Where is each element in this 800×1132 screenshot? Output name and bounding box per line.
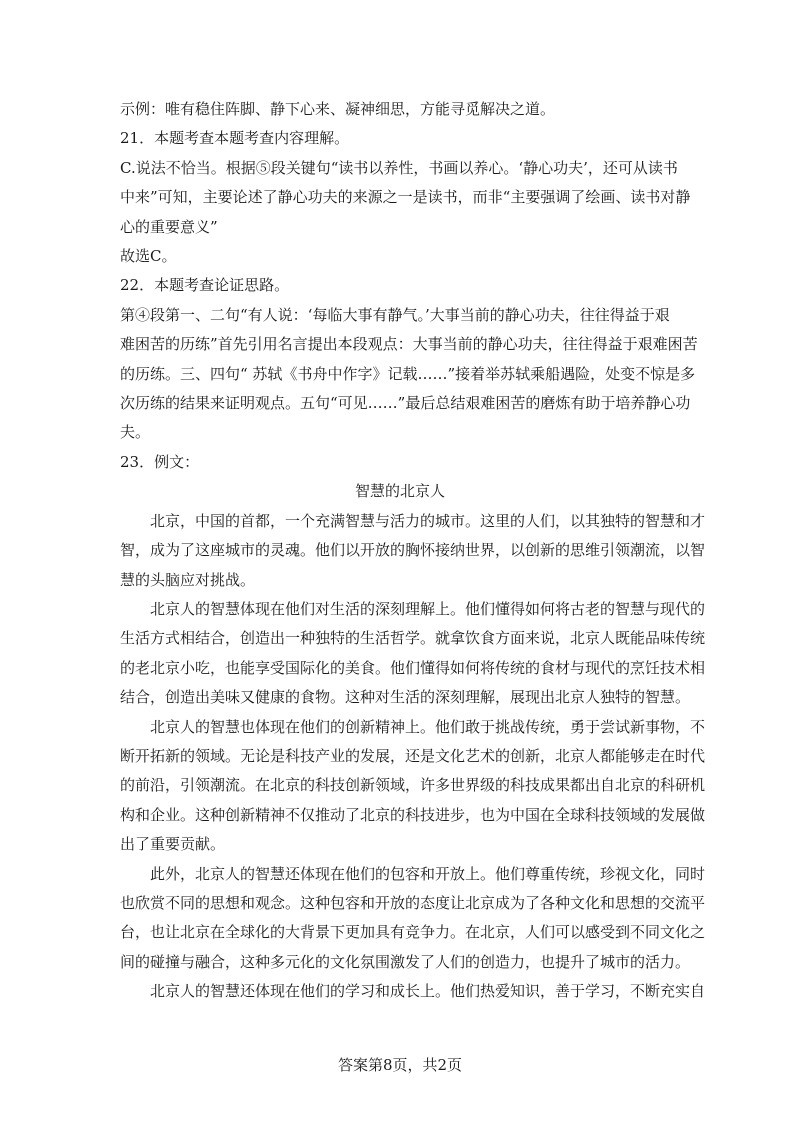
page-number-label: 答案第8页，共2页 (337, 1056, 463, 1074)
example-sentence (120, 95, 680, 124)
essay-paragraph-4 (120, 860, 706, 978)
page-footer (0, 1055, 800, 1075)
text-line: 台，也让北京在全球化的大背景下更加具有竞争力。在北京，人们可以感受到不同文化之 (120, 923, 706, 942)
essay-paragraph-2 (120, 595, 706, 713)
text-line: 生活方式相结合，创造出一种独特的生活哲学。就拿饮食方面来说，北京人既能品味传统 (120, 629, 706, 648)
text-line: 第④段第一、二句“有人说：‘每临大事有静气。’大事当前的静心功夫，往往得益于艰 (120, 305, 670, 324)
q22-heading: 22．本题考查论证思路。 (120, 276, 290, 295)
q21-answer: 故选C。 (120, 247, 177, 266)
text-line: 中来”可知，主要论述了静心功夫的来源之一是读书，而非“主要强调了绘画、读书对静 (120, 188, 691, 207)
text-line: 此外，北京人的智慧还体现在他们的包容和开放上。他们尊重传统，珍视文化，同时 (150, 864, 706, 883)
q21-heading: 21．本题考查本题考查内容理解。 (120, 129, 350, 148)
essay-paragraph-3 (120, 713, 706, 860)
text-line: 的老北京小吃，也能享受国际化的美食。他们懂得如何将传统的食材与现代的烹饪技术相 (120, 658, 706, 677)
essay-paragraph-5 (120, 977, 706, 1006)
essay-title: 智慧的北京人 (354, 482, 445, 501)
text-line: 的历练。三、四句“ 苏轼《书舟中作字》记载……”接着举苏轼乘船遇险，处变不惊是多 (120, 364, 696, 383)
q23-heading: 23．例文： (120, 452, 200, 471)
text-line: 次历练的结果来证明观点。五句“可见……”最后总结艰难困苦的磨炼有助于培养静心功 (120, 394, 691, 413)
essay-paragraph-1 (120, 507, 706, 595)
text-line: 心的重要意义” (120, 217, 218, 236)
text-line: C.说法不恰当。根据⑤段关键句“读书以养性，书画以养心。‘静心功夫’，还可从读书 (120, 158, 678, 177)
text-line: 夫。 (120, 423, 151, 442)
document-page (120, 95, 706, 1007)
text-line: 北京，中国的首都，一个充满智慧与活力的城市。这里的人们，以其独特的智慧和才 (150, 511, 706, 530)
text-line: 间的碰撞与融合，这种多元化的文化氛围激发了人们的创造力，也提升了城市的活力。 (120, 952, 691, 971)
text-line: 构和企业。这种创新精神不仅推动了北京的科技进步，也为中国在全球科技领域的发展做 (120, 805, 706, 824)
text-line: 也欣赏不同的思想和观念。这种包容和开放的态度让北京成为了各种文化和思想的交流平 (120, 893, 706, 912)
text-line: 智，成为了这座城市的灵魂。他们以开放的胸怀接纳世界，以创新的思维引领潮流，以智 (120, 541, 706, 560)
text-line: 断开拓新的领域。无论是科技产业的发展，还是文化艺术的创新，北京人都能够走在时代 (120, 746, 706, 765)
text-line: 难困苦的历练”首先引用名言提出本段观点：大事当前的静心功夫，往往得益于艰难困苦 (120, 335, 698, 354)
text-line: 出了重要贡献。 (120, 835, 226, 854)
text-line: 北京人的智慧还体现在他们的学习和成长上。他们热爱知识，善于学习，不断充实自 (150, 982, 706, 1001)
text-line: 示例：唯有稳住阵脚、静下心来、凝神细思，方能寻觅解决之道。 (120, 100, 556, 118)
text-line: 结合，创造出美味又健康的食物。这种对生活的深刻理解，展现出北京人独特的智慧。 (120, 688, 691, 707)
text-line: 的前沿，引领潮流。在北京的科技创新领域，许多世界级的科技成果都出自北京的科研机 (120, 776, 706, 795)
text-line: 北京人的智慧体现在他们对生活的深刻理解上。他们懂得如何将古老的智慧与现代的 (150, 599, 706, 618)
text-line: 慧的头脑应对挑战。 (120, 570, 256, 589)
text-line: 北京人的智慧也体现在他们的创新精神上。他们敢于挑战传统，勇于尝试新事物，不 (150, 717, 706, 736)
q22-explanation (120, 301, 698, 448)
q21-explanation (120, 154, 691, 242)
